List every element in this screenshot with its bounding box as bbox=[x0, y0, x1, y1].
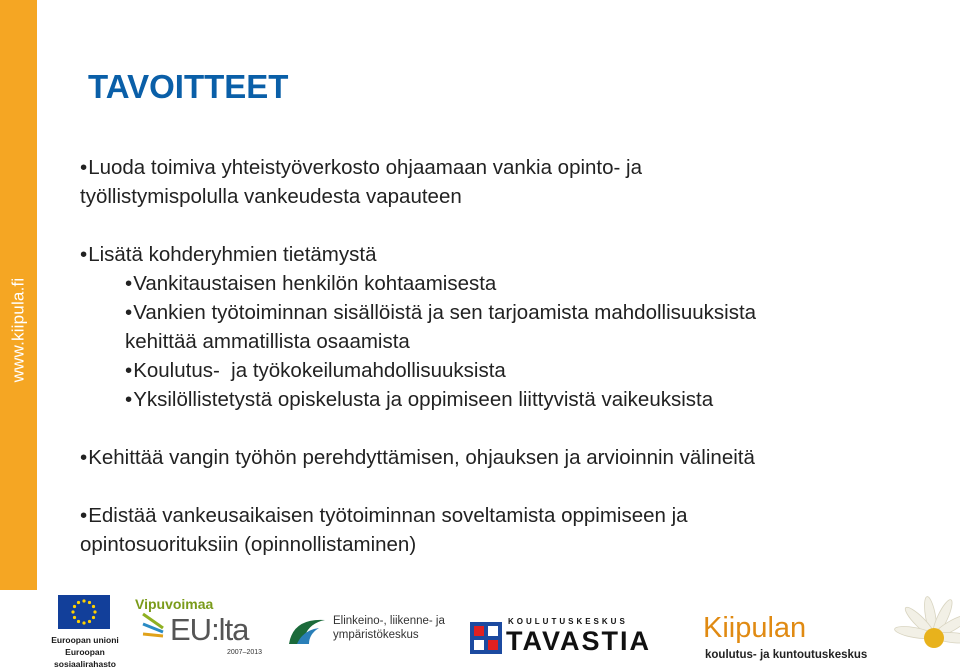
bullet-item-1-line2: työllistymispolulla vankeudesta vapauteen bbox=[80, 185, 462, 208]
sub-bullet-2-line2: kehittää ammatillista osaamista bbox=[125, 327, 940, 356]
tavastia-logo bbox=[470, 618, 660, 658]
vipuvoimaa-rays-icon bbox=[141, 610, 167, 656]
bullet-glyph: • bbox=[80, 243, 87, 266]
bullet-item-1 bbox=[80, 153, 940, 211]
sub-bullet-2-line1: Vankien työtoiminnan sisällöistä ja sen tarjoamista mahdollisuuksista bbox=[133, 301, 756, 324]
sub-bullet-4 bbox=[80, 385, 940, 414]
kiipula-sub: koulutus- ja kuntoutuskeskus bbox=[705, 649, 867, 661]
slide-title: TAVOITTEET bbox=[88, 68, 288, 106]
kiipula-name: Kiipulan bbox=[703, 612, 806, 645]
sub-bullet-4-text: Yksilöllistetystä opiskelusta ja oppimiseen liittyvistä vaikeuksista bbox=[133, 388, 713, 411]
sub-bullet-1 bbox=[80, 269, 940, 298]
bullet-item-2 bbox=[80, 240, 940, 269]
ely-emblem-icon bbox=[285, 614, 329, 648]
ely-line1: Elinkeino-, liikenne- ja bbox=[333, 614, 445, 628]
eu-logo bbox=[40, 592, 128, 664]
bullet-glyph: • bbox=[80, 156, 87, 179]
tavastia-big: TAVASTIA bbox=[506, 626, 651, 657]
sub-bullet-2 bbox=[80, 298, 940, 356]
daisy-flower-icon bbox=[872, 596, 960, 665]
side-url-text: www.kiipula.fi bbox=[9, 278, 29, 383]
bullet-glyph: • bbox=[80, 504, 87, 527]
logo-strip bbox=[0, 590, 960, 665]
sub-bullet-1-text: Vankitaustaisen henkilön kohtaamisesta bbox=[133, 272, 496, 295]
bullet-item-1-line1: Luoda toimiva yhteistyöverkosto ohjaamaan vankia opinto- ja bbox=[88, 156, 642, 179]
sub-bullet-3 bbox=[80, 356, 940, 385]
vipuvoimaa-years: 2007–2013 bbox=[227, 649, 262, 656]
ely-line2: ympäristökeskus bbox=[333, 628, 445, 642]
ely-logo bbox=[285, 610, 455, 650]
vipuvoimaa-name: Vipuvoimaa bbox=[135, 596, 213, 612]
bullet-glyph: • bbox=[125, 388, 132, 411]
bullet-glyph: • bbox=[125, 359, 132, 382]
eu-logo-line2: Euroopan sosiaalirahasto bbox=[40, 646, 130, 670]
eu-flag-icon bbox=[58, 595, 110, 629]
bullet-item-4 bbox=[80, 501, 940, 559]
bullet-glyph: • bbox=[125, 301, 132, 324]
vipuvoimaa-logo bbox=[135, 596, 270, 662]
tavastia-emblem-icon bbox=[470, 622, 502, 654]
tavastia-small: KOULUTUSKESKUS bbox=[508, 617, 628, 626]
kiipula-logo bbox=[700, 612, 880, 662]
slide-content bbox=[80, 153, 940, 559]
bullet-glyph: • bbox=[80, 446, 87, 469]
side-url-container bbox=[0, 0, 37, 590]
bullet-item-4-line2: opintosuorituksiin (opinnollistaminen) bbox=[80, 533, 416, 556]
eu-logo-line1: Euroopan unioni bbox=[40, 634, 130, 646]
bullet-item-3-text: Kehittää vangin työhön perehdyttämisen, ohjauksen ja arvioinnin välineitä bbox=[88, 446, 755, 469]
bullet-glyph: • bbox=[125, 272, 132, 295]
vipuvoimaa-eu: EU:lta bbox=[170, 612, 248, 648]
bullet-item-2-text: Lisätä kohderyhmien tietämystä bbox=[88, 243, 376, 266]
bullet-item-3 bbox=[80, 443, 940, 472]
bullet-item-4-line1: Edistää vankeusaikaisen työtoiminnan soveltamista oppimiseen ja bbox=[88, 504, 687, 527]
sub-bullet-3-text: Koulutus- ja työkokeilumahdollisuuksista bbox=[133, 359, 506, 382]
